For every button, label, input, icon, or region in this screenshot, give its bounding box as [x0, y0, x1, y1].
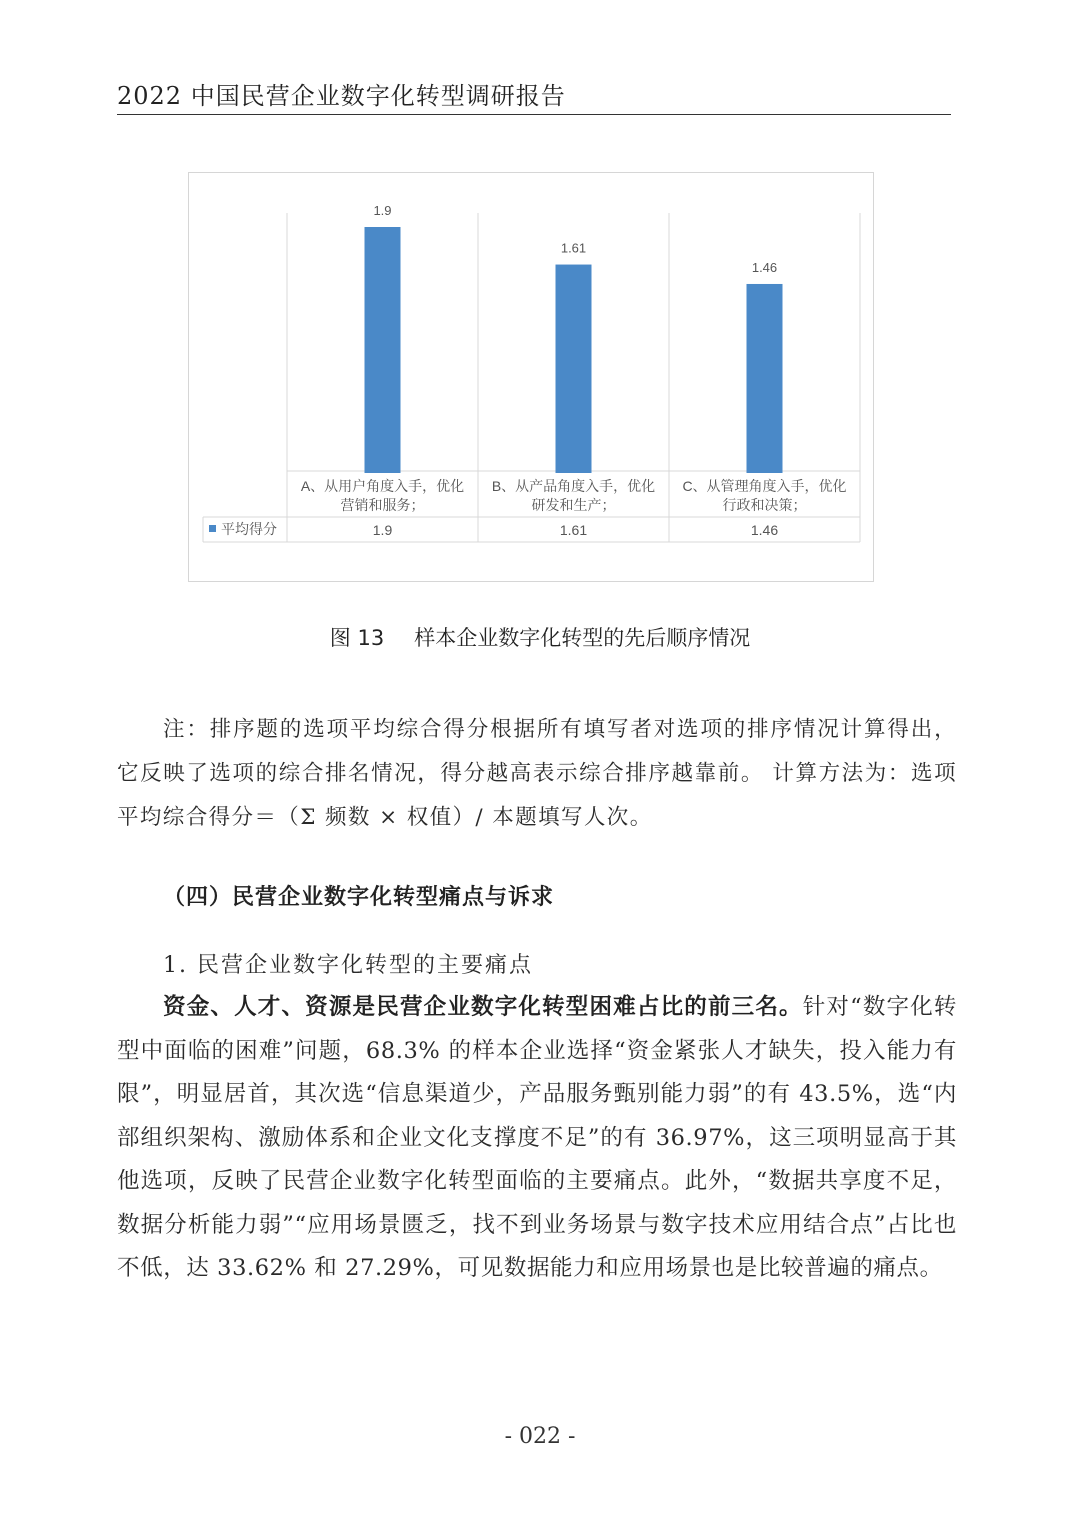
- table-value: 1.46: [750, 522, 779, 538]
- bar: [556, 265, 592, 473]
- page-number: - 022 -: [504, 1424, 576, 1449]
- table-value: 1.9: [372, 522, 393, 538]
- bar-chart: [188, 172, 874, 582]
- bar: [747, 284, 783, 473]
- bar-data-label: 1.9: [373, 203, 392, 218]
- table-value: 1.61: [559, 522, 588, 538]
- figure-note: 注：排序题的选项平均综合得分根据所有填写者对选项的排序情况计算得出，它反映了选项的综合排名情况，得分越高表示综合排序越靠前。 计算方法为：选项平均综合得分＝（Σ 频数 × 权值）/ 本题填写人次。: [117, 717, 957, 830]
- header-rule: [117, 114, 951, 115]
- subsection-heading: 1. 民营企业数字化转型的主要痛点: [163, 953, 533, 978]
- category-label: A、从用户角度入手，优化: [300, 478, 465, 494]
- category-label: 研发和生产；: [531, 497, 616, 513]
- legend-label: 平均得分: [221, 521, 277, 537]
- category-label: 行政和决策；: [722, 497, 807, 513]
- lead-sentence: 资金、人才、资源是民营企业数字化转型困难占比的前三名。: [163, 994, 803, 1020]
- category-label: 营销和服务；: [340, 497, 425, 513]
- bar-data-label: 1.61: [560, 240, 587, 256]
- legend-swatch: [209, 525, 216, 532]
- section-heading: （四）民营企业数字化转型痛点与诉求: [163, 885, 555, 910]
- chart-svg: [189, 173, 875, 583]
- figure-number: 图 13: [329, 626, 385, 650]
- figure-caption: [0, 622, 1080, 652]
- body-paragraph: [117, 986, 957, 1291]
- category-label: C、从管理角度入手，优化: [682, 478, 847, 494]
- bar: [365, 227, 401, 473]
- running-header: 2022 中国民营企业数字化转型调研报告: [117, 82, 566, 110]
- paragraph-text: 针对“数字化转型中面临的困难”问题，68.3% 的样本企业选择“资金紧张人才缺失，投入能力有限”，明显居首，其次选“信息渠道少，产品服务甄别能力弱”的有 43.5%，选“内部组织架构、激励体系和企业文化支撑度不足”的有 36.97%，这三项明显高于其他选项，反映了民营企业数字化转型面临的主要痛点。此外，“数据共享度不足，数据分析能力弱”“应用场景匮乏，找不到业务场景与数字技术应用结合点”占比也不低，达 33.62% 和 27.29%，可见数据能力和应用场景也是比较普遍的痛点。: [117, 994, 957, 1281]
- figure-title: 样本企业数字化转型的先后顺序情况: [414, 626, 751, 650]
- bar-data-label: 1.46: [751, 259, 778, 275]
- category-label: B、从产品角度入手，优化: [491, 478, 656, 494]
